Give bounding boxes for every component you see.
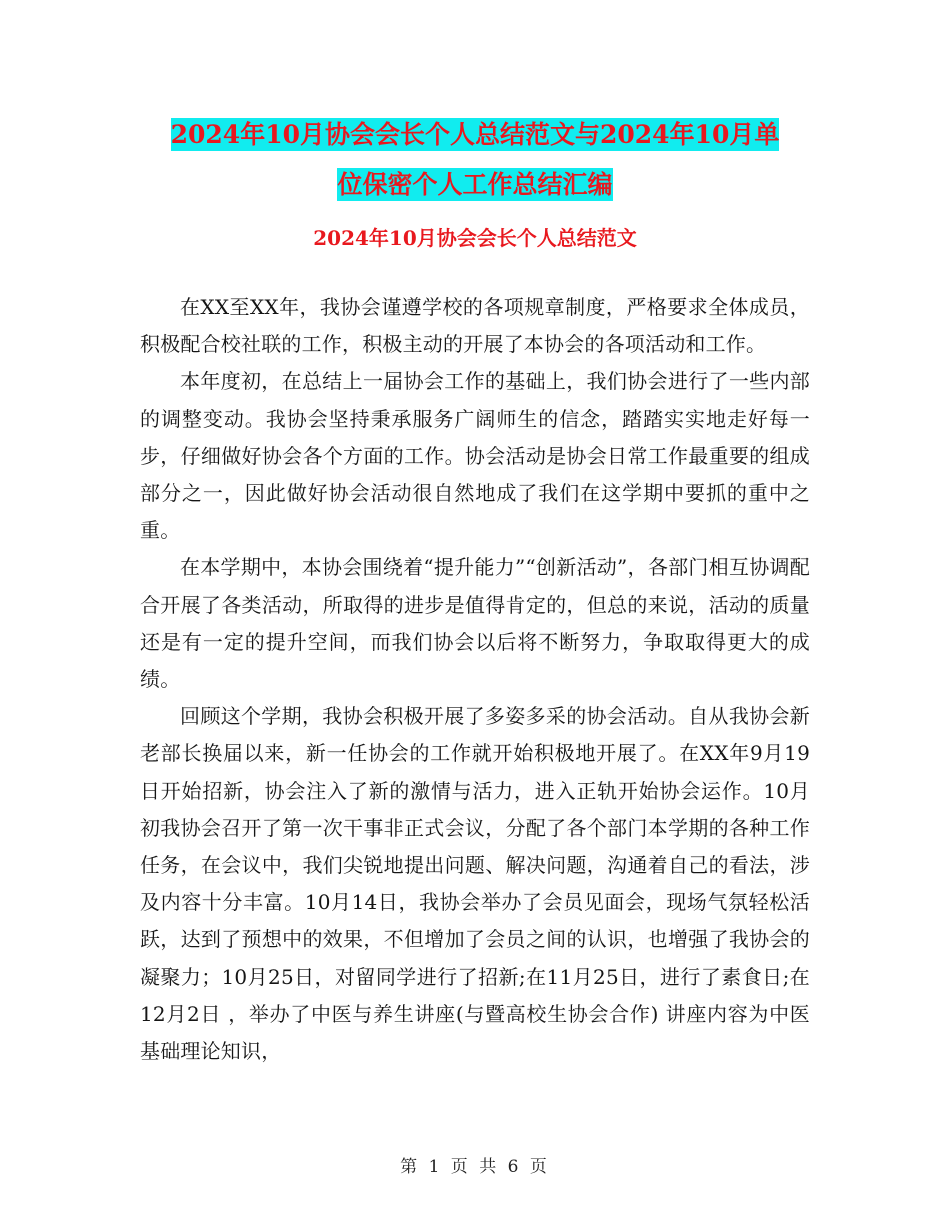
paragraph-1: 在XX至XX年，我协会谨遵学校的各项规章制度，严格要求全体成员，积极配合校社联的工作，积极主动的开展了本协会的各项活动和工作。 (140, 295, 810, 357)
page-footer: 第 1 页 共 6 页 (400, 1157, 550, 1177)
paragraph-3: 在本学期中，本协会围绕着“提升能力”“创新活动”，各部门相互协调配合开展了各类活动，所取得的进步是值得肯定的，但总的来说，活动的质量还是有一定的提升空间，而我们协会以后将不断努力，争取取得更大的成绩。 (140, 555, 810, 692)
section-title: 2024年10月协会会长个人总结范文 (313, 226, 637, 250)
paragraph-2: 本年度初，在总结上一届协会工作的基础上，我们协会进行了一些内部的调整变动。我协会坚持秉承服务广阔师生的信念，踏踏实实地走好每一步，仔细做好协会各个方面的工作。协会活动是协会日常工作最重要的组成部分之一，因此做好协会活动很自然地成了我们在这学期中要抓的重中之重。 (140, 369, 810, 543)
document-title-line-1: 2024年10月协会会长个人总结范文与2024年10月单 (170, 120, 780, 149)
document-title (140, 110, 810, 210)
document-title-line-2: 位保密个人工作总结汇编 (337, 170, 613, 199)
paragraph-4: 回顾这个学期，我协会积极开展了多姿多采的协会活动。自从我协会新老部长换届以来，新一任协会的工作就开始积极地开展了。在XX年9月19日开始招新，协会注入了新的激情与活力，进入正轨开始协会运作。10月初我协会召开了第一次干事非正式会议，分配了各个部门本学期的各种工作任务，在会议中，我们尖锐地提出问题、解决问题，沟通着自己的看法，涉及内容十分丰富。10月14日，我协会举办了会员见面会，现场气氛轻松活跃，达到了预想中的效果，不但增加了会员之间的认识，也增强了我协会的凝聚力；10月25日，对留同学进行了招新;在11月25日，进行了素食日;在12月2日 ，举办了中医与养生讲座(与暨高校生协会合作) 讲座内容为中医基础理论知识， (140, 704, 810, 1064)
body-text (140, 289, 810, 1070)
